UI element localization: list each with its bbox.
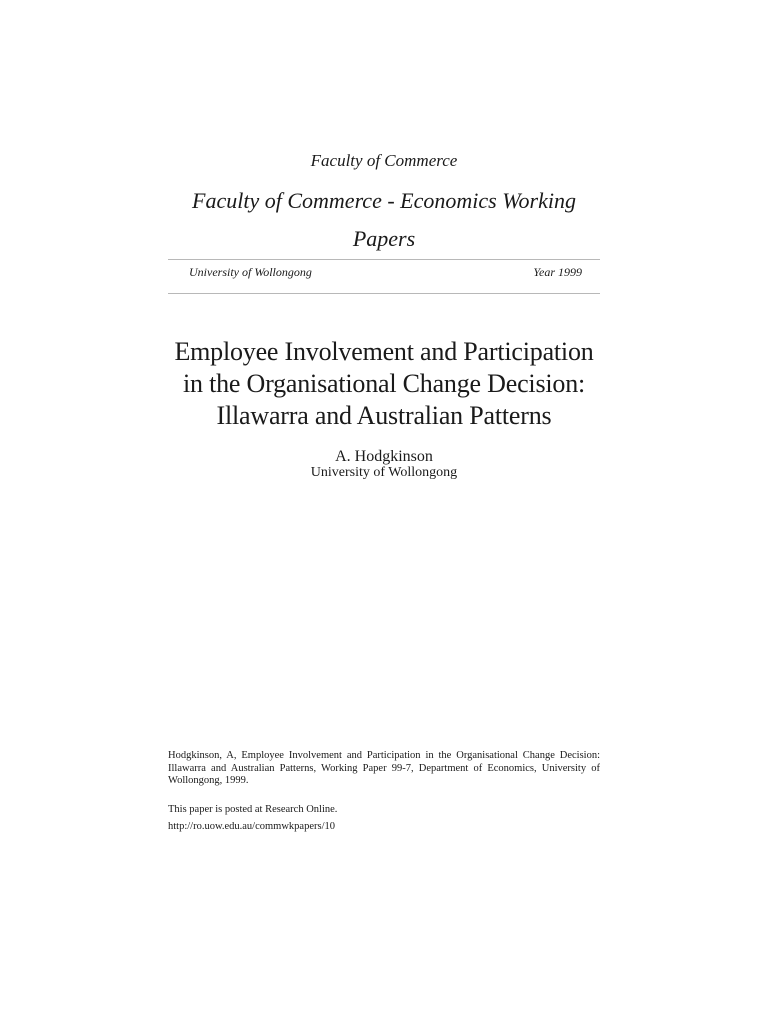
author-affiliation: University of Wollongong — [310, 465, 458, 480]
institution-label: University of Wollongong — [189, 265, 312, 279]
author-name: A. Hodgkinson — [335, 448, 433, 465]
paper-title — [150, 336, 618, 432]
paper-title-line-2: in the Organisational Change Decision: — [182, 369, 586, 398]
posted-note: This paper is posted at Research Online. — [168, 804, 338, 815]
series-title-line-1: Faculty of Commerce - Economics Working — [192, 188, 576, 213]
paper-url[interactable]: http://ro.uow.edu.au/commwkpapers/10 — [168, 821, 335, 832]
posted-info — [168, 801, 337, 835]
paper-title-line-3: Illawarra and Australian Patterns — [216, 401, 552, 430]
paper-title-line-1: Employee Involvement and Participation — [174, 337, 594, 366]
citation-text: Hodgkinson, A, Employee Involvement and Participation in the Organisational Change Decision: Illawarra and Australian Patterns, Working Paper 99-7, Department of Economics, University of Wollongong, 1999. — [168, 750, 600, 786]
series-title — [160, 182, 608, 258]
top-divider — [168, 259, 600, 260]
faculty-heading: Faculty of Commerce — [310, 151, 458, 170]
series-title-line-2: Papers — [352, 226, 416, 251]
year-label: Year 1999 — [533, 265, 582, 279]
bottom-divider — [168, 293, 600, 294]
